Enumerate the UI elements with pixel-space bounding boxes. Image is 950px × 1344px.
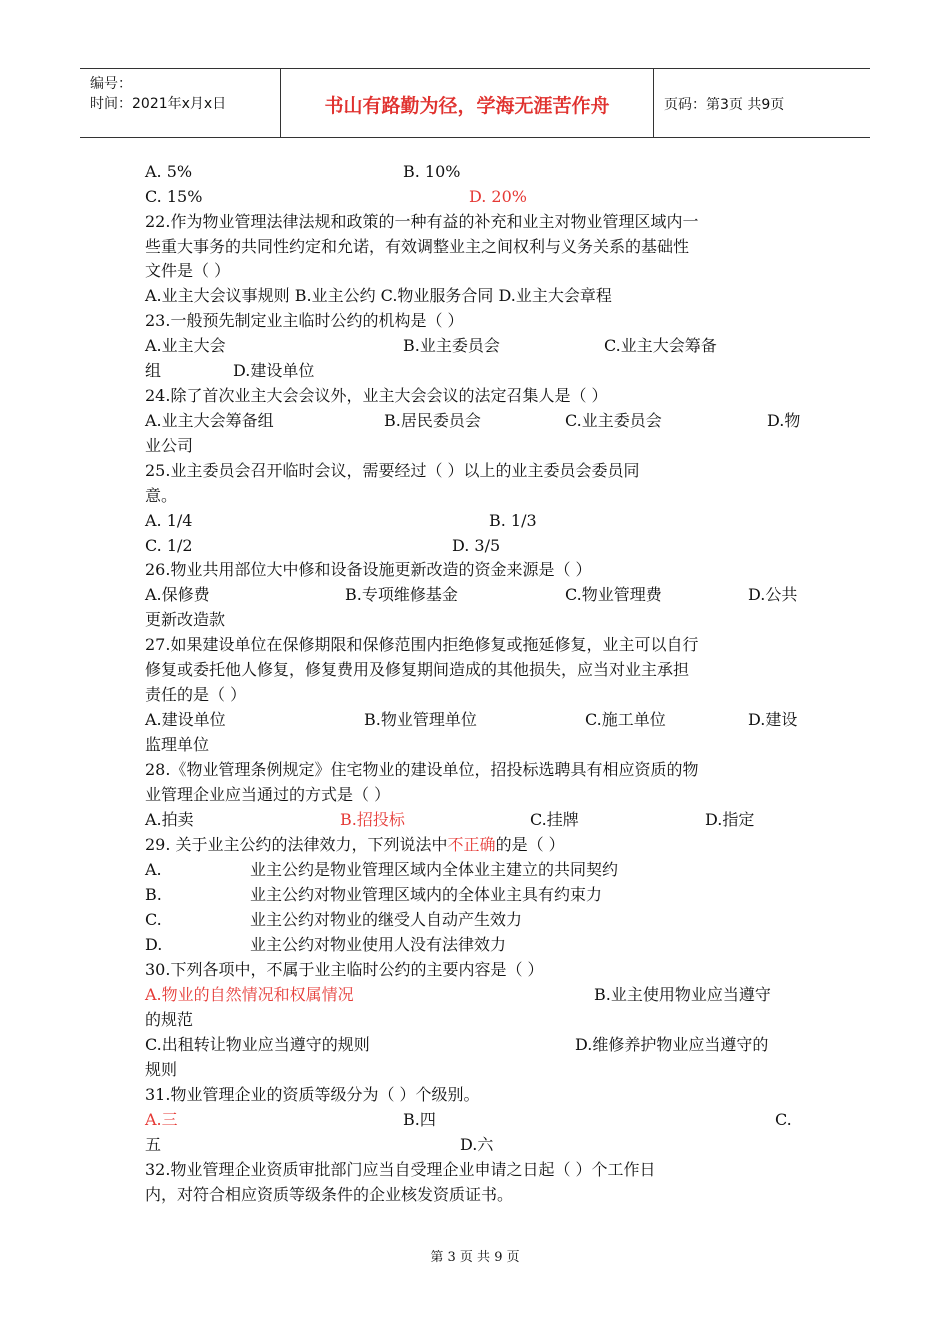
page-info: 页码：第3页 共9页 <box>664 97 785 113</box>
question-text-line: 24.除了首次业主大会会议外，业主大会会议的法定召集人是（ ） <box>145 386 608 405</box>
option-b-wrap: 的规范 <box>145 1010 194 1029</box>
question-text-line: 27.如果建设单位在保修期限和保修范围内拒绝修复或拖延修复，业主可以自行 <box>145 635 699 654</box>
question-text-line: 文件是（ ） <box>145 261 231 280</box>
question-text-line: 业管理企业应当通过的方式是（ ） <box>145 785 391 804</box>
motto: 书山有路勤为径，学海无涯苦作舟 <box>324 95 610 117</box>
option-c: C.业主大会筹备 <box>604 336 717 355</box>
question-text-line: 28.《物业管理条例规定》住宅物业的建设单位，招投标选聘具有相应资质的物 <box>145 760 699 779</box>
option-c-letter: C. <box>145 910 162 929</box>
option-d-wrap: 业公司 <box>145 436 194 455</box>
option-a: A.业主大会 <box>145 336 226 355</box>
question-text-line: 25.业主委员会召开临时会议，需要经过（ ）以上的业主委员会委员同 <box>145 461 640 480</box>
question-text-part: 29. 关于业主公约的法律效力，下列说法中 <box>145 835 448 854</box>
option-a: A.业主大会筹备组 <box>145 411 274 430</box>
option-a: A. 1/4 <box>145 511 193 530</box>
document-number-label: 编号： <box>90 76 132 92</box>
option-b: B. 10% <box>403 162 461 181</box>
document-date-label: 时间：2021年x月x日 <box>90 96 227 112</box>
options-line: A.业主大会议事规则 B.业主公约 C.物业服务合同 D.业主大会章程 <box>145 286 612 305</box>
option-d-text: 业主公约对物业使用人没有法律效力 <box>250 935 507 954</box>
option-d: D.公共 <box>748 585 798 604</box>
option-c-wrap: 组 <box>145 361 162 380</box>
option-b: B. 1/3 <box>489 511 537 530</box>
question-text-line: 意。 <box>145 486 178 505</box>
option-b-letter: B. <box>145 885 162 904</box>
page-header <box>80 68 870 138</box>
option-c: C. <box>775 1110 792 1129</box>
option-b: B.业主委员会 <box>403 336 500 355</box>
header-right-cell <box>654 69 870 137</box>
question-text-line: 23.一般预先制定业主临时公约的机构是（ ） <box>145 311 464 330</box>
answer-option-a: A.物业的自然情况和权属情况 <box>145 985 354 1004</box>
question-text-line: 26.物业共用部位大中修和设备设施更新改造的资金来源是（ ） <box>145 560 592 579</box>
option-d-letter: D. <box>145 935 163 954</box>
option-d-wrap: 规则 <box>145 1060 178 1079</box>
option-c: C.施工单位 <box>585 710 666 729</box>
option-d: D.维修养护物业应当遵守的 <box>575 1035 769 1054</box>
option-d-wrap: 更新改造款 <box>145 610 226 629</box>
option-a: A.拍卖 <box>145 810 194 829</box>
question-text-line: 30.下列各项中，不属于业主临时公约的主要内容是（ ） <box>145 960 544 979</box>
option-c-text: 业主公约对物业的继受人自动产生效力 <box>250 910 523 929</box>
option-b: B.专项维修基金 <box>345 585 458 604</box>
option-b: B.物业管理单位 <box>364 710 477 729</box>
option-c: C.出租转让物业应当遵守的规则 <box>145 1035 370 1054</box>
option-d: D.建设 <box>748 710 798 729</box>
option-c-wrap: 五 <box>145 1135 162 1154</box>
option-d: D.建设单位 <box>233 361 315 380</box>
option-d: D.物 <box>767 411 801 430</box>
question-text-line <box>145 835 565 855</box>
option-c: C. 15% <box>145 187 203 206</box>
page-footer: 第 3 页 共 9 页 <box>430 1250 520 1265</box>
question-text-line: 些重大事务的共同性约定和允诺，有效调整业主之间权利与义务关系的基础性 <box>145 237 690 256</box>
option-b: B.四 <box>403 1110 436 1129</box>
question-text-line: 内，对符合相应资质等级条件的企业核发资质证书。 <box>145 1185 514 1204</box>
option-b-text: 业主公约对物业管理区域内的全体业主具有约束力 <box>250 885 603 904</box>
question-text-line: 22.作为物业管理法律法规和政策的一种有益的补充和业主对物业管理区域内一 <box>145 212 699 231</box>
highlighted-keyword: 不正确 <box>447 835 496 854</box>
option-a: A.保修费 <box>145 585 210 604</box>
question-text-line: 责任的是（ ） <box>145 685 247 704</box>
header-left-cell <box>80 69 280 137</box>
question-text-line: 修复或委托他人修复，修复费用及修复期间造成的其他损失，应当对业主承担 <box>145 660 690 679</box>
option-d-wrap: 监理单位 <box>145 735 210 754</box>
option-c: C.挂牌 <box>530 810 579 829</box>
answer-option-a: A.三 <box>145 1110 178 1129</box>
option-b: B.居民委员会 <box>384 411 481 430</box>
answer-option-d: D. 20% <box>469 187 527 206</box>
option-c: C.业主委员会 <box>565 411 662 430</box>
option-c: C.物业管理费 <box>565 585 662 604</box>
option-a: A.建设单位 <box>145 710 226 729</box>
option-a-text: 业主公约是物业管理区域内全体业主建立的共同契约 <box>250 860 619 879</box>
option-d: D. 3/5 <box>452 536 501 555</box>
answer-option-b: B.招投标 <box>340 810 405 829</box>
option-c: C. 1/2 <box>145 536 193 555</box>
option-a-letter: A. <box>145 860 162 879</box>
header-motto-cell <box>280 69 654 137</box>
option-b: B.业主使用物业应当遵守 <box>594 985 771 1004</box>
question-text-line: 32.物业管理企业资质审批部门应当自受理企业申请之日起（ ）个工作日 <box>145 1160 656 1179</box>
option-d: D.六 <box>460 1135 494 1154</box>
option-d: D.指定 <box>705 810 755 829</box>
option-a: A. 5% <box>145 162 193 181</box>
question-text-line: 31.物业管理企业的资质等级分为（ ）个级别。 <box>145 1085 480 1104</box>
question-text-part: 的是（ ） <box>495 835 565 854</box>
